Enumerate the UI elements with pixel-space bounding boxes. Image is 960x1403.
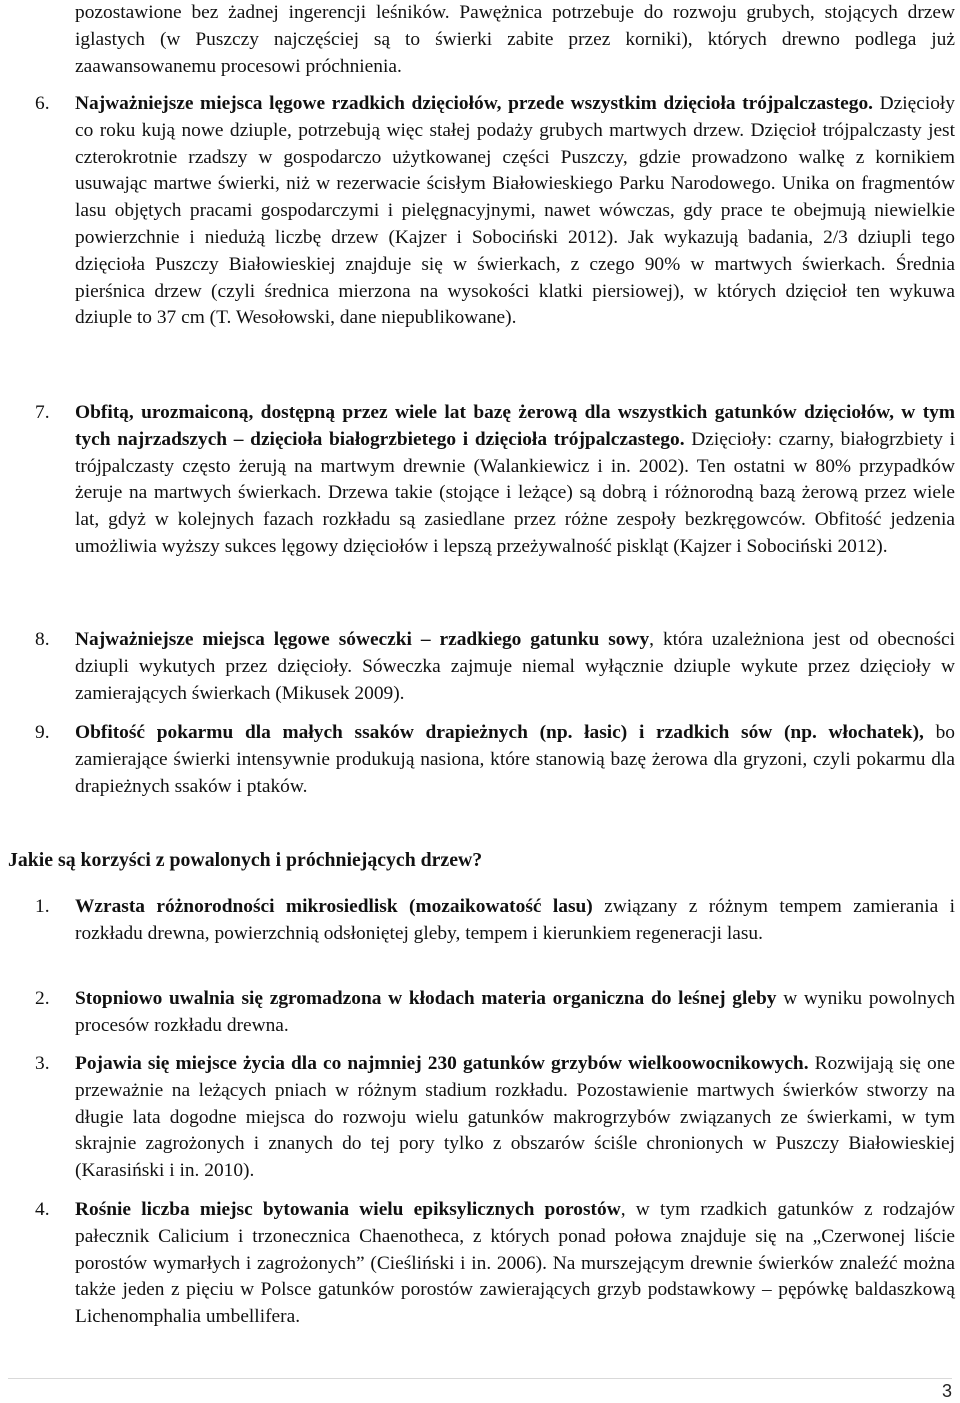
list-number: 1. bbox=[35, 896, 50, 917]
list-item-9 bbox=[35, 720, 955, 800]
list-item-text: w wyniku powolnych procesów rozkładu drewna. bbox=[75, 988, 956, 1036]
list-number: 7. bbox=[35, 402, 50, 423]
page-number: 3 bbox=[941, 1381, 952, 1401]
list-item-text: , która uzależniona jest od obecności dziupli wykutych przez dzięcioły. Sóweczka zajmuje niemal wyłącznie dziuple wykute przez dzięcioły w zamierających świerkach (Mikusek 2009). bbox=[75, 629, 955, 704]
list-number: 9. bbox=[35, 722, 50, 743]
list-item-7 bbox=[35, 400, 955, 561]
list-item-text: Rozwijają się one przeważnie na leżących pniach w różnym stadium rozkładu. Pozostawienie martwych świerków stworzy na długie lata dogodne miejsca do rozwoju wielu gatunków makrogrzybów związanych ze świerkami, w tym skrajnie zagrożonych i znanych do tej pory tylko z obszarów ściśle chronionych w Puszczy Białowieskiej (Karasiński i in. 2010). bbox=[75, 1053, 955, 1182]
list-item-bold-text: Pojawia się miejsce życia dla co najmniej 230 gatunków grzybów wielkoowocnikowych. bbox=[75, 1053, 809, 1074]
list-item-bold-text: Najważniejsze miejsca lęgowe rzadkich dzięciołów, przede wszystkim dzięcioła trójpalczastego. bbox=[75, 93, 874, 114]
list-item-text: bo zamierające świerki intensywnie produkują nasiona, które stanowią bazę żerowa dla gryzoni, czyli pokarmu dla drapieżnych ssaków i ptaków. bbox=[75, 722, 955, 797]
list-item-bold-text: Najważniejsze miejsca lęgowe sóweczki – rzadkiego gatunku sowy bbox=[75, 629, 650, 650]
list-number: 6. bbox=[35, 93, 50, 114]
list-number: 4. bbox=[35, 1199, 50, 1220]
list-item-bold-text: Stopniowo uwalnia się zgromadzona w kłodach materia organiczna do leśnej gleby bbox=[75, 988, 777, 1009]
list-item-bold-text: Wzrasta różnorodności mikrosiedlisk (mozaikowatość lasu) bbox=[75, 896, 593, 917]
list-number: 3. bbox=[35, 1053, 50, 1074]
list-item-3 bbox=[35, 1051, 955, 1185]
section-heading: Jakie są korzyści z powalonych i próchniejących drzew? bbox=[8, 849, 483, 871]
list-item-1 bbox=[35, 894, 955, 948]
list-number: 8. bbox=[35, 629, 50, 650]
footer-divider bbox=[8, 1378, 952, 1379]
list-item-2 bbox=[35, 986, 956, 1040]
list-item-bold-text: Obfitość pokarmu dla małych ssaków drapieżnych (np. łasic) i rzadkich sów (np. włochatek), bbox=[75, 722, 924, 743]
list-item-text: Dzięcioły co roku kują nowe dziuple, potrzebują więc stałej podaży grubych martwych drzew. Dzięcioł trójpalczasty jest czterokrotnie rzadszy w gospodarczo użytkowanej części Puszczy, gdzie prowadzono walkę z kornikiem usuwając martwe świerki, niż w rezerwacie ścisłym Białowieskiego Parku Narodowego. Unika on fragmentów lasu objętych pracami gospodarczymi i pielęgnacyjnymi, nawet wówczas, gdy prace te obejmują niewielkie powierzchnie i niedużą liczbę drzew (Kajzer i Sobociński 2012). Jak wykazują badania, 2/3 dziupli tego dzięcioła Puszczy Białowieskiej znajduje się w świerkach, z czego 90% w martwych świerkach. Średnia pierśnica drzew (czyli średnica mierzona na wysokości klatki piersiowej), w których dzięcioł ten wykuwa dziuple to 37 cm (T. Wesołowski, dane niepublikowane). bbox=[75, 93, 955, 329]
list-item-text: , w tym rzadkich gatunków z rodzajów pałecznik Calicium i trzonecznica Chaenotheca, z których ponad połowa znajduje się na „Czerwonej liście porostów wymarłych i zagrożonych” (Cieśliński i in. 2006). Na murszejącym drewnie świerków znaleźć można także jeden z pięciu w Polsce gatunków porostów zawierających grzyb podstawkowy – pępówkę baldaszkową Lichenomphalia umbellifera. bbox=[75, 1199, 955, 1328]
intro-paragraph: pozostawione bez żadnej ingerencji leśników. Pawężnica potrzebuje do rozwoju grubych, stojących drzew iglastych (w Puszczy najczęściej są to świerki zabite przez korniki), których drewno podlega już zaawansowanemu procesowi próchnienia. bbox=[75, 2, 955, 77]
list-item-text: związany z różnym tempem zamierania i rozkładu drewna, powierzchnią odsłoniętej gleby, tempem i kierunkiem regeneracji lasu. bbox=[75, 896, 955, 944]
list-item-bold-text: Rośnie liczba miejsc bytowania wielu epiksylicznych porostów bbox=[75, 1199, 621, 1220]
list-number: 2. bbox=[35, 988, 50, 1009]
list-item-8 bbox=[35, 627, 955, 707]
list-item-text: Dzięcioły: czarny, białogrzbiety i trójpalczasty często żerują na martwym drewnie (Walankiewicz i in. 2002). Ten ostatni w 80% przypadków żeruje na martwych świerkach. Drzewa takie (stojące i leżące) są dobrą i różnorodną bazą żerową przez wiele lat, gdyż w kolejnych fazach rozkładu są zasiedlane przez różne zespoły bezkręgowców. Obfitość jedzenia umożliwia wyższy sukces lęgowy dzięciołów i lepszą przeżywalność piskląt (Kajzer i Sobociński 2012). bbox=[75, 428, 955, 557]
list-item-4 bbox=[35, 1197, 955, 1331]
list-item-bold-text: Obfitą, urozmaiconą, dostępną przez wiele lat bazę żerową dla wszystkich gatunków dzięciołów, w tym tych najrzadszych – dzięcioła białogrzbietego i dzięcioła trójpalczastego. bbox=[75, 402, 955, 450]
list-item-6 bbox=[35, 91, 955, 332]
